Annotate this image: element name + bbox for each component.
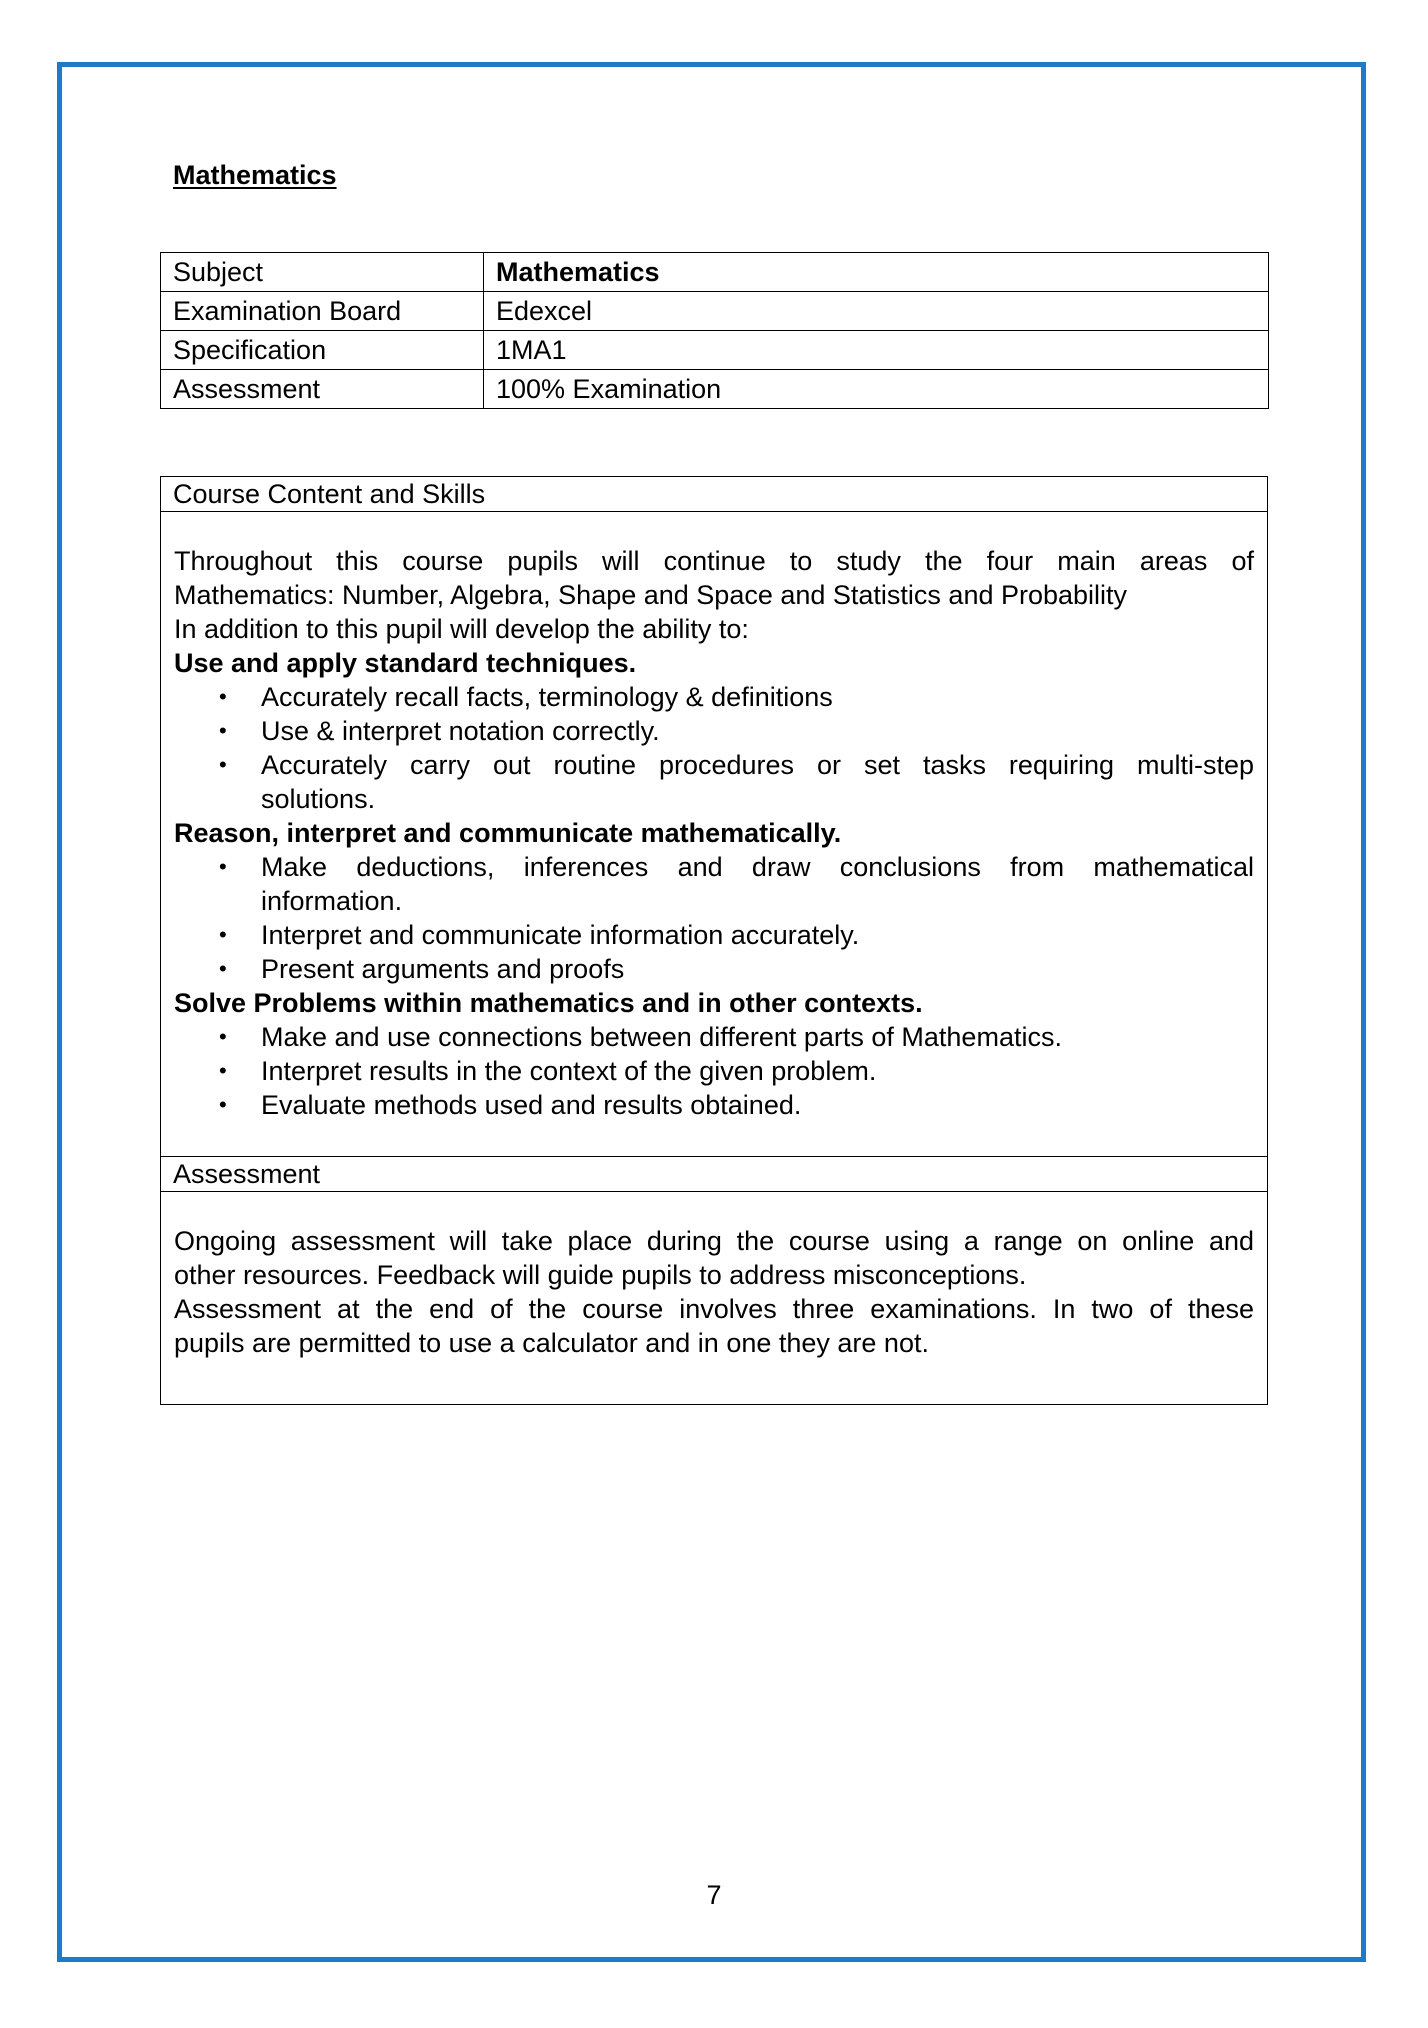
bullet-list xyxy=(174,680,1254,816)
table-row xyxy=(161,292,1269,331)
bullet-icon: • xyxy=(219,1024,227,1049)
list-item xyxy=(174,952,1254,986)
section-heading: Use and apply standard techniques. xyxy=(174,648,637,678)
intro-line: Mathematics: Number, Algebra, Shape and Space and Statistics and Probability xyxy=(174,580,1128,610)
bullet-icon: • xyxy=(219,752,227,777)
list-item-text: Accurately recall facts, terminology & definitions xyxy=(261,682,833,712)
list-item-text: Present arguments and proofs xyxy=(261,954,625,984)
assessment-body xyxy=(161,1192,1267,1404)
subject-info-table xyxy=(160,252,1269,409)
assessment-line: pupils are permitted to use a calculator and in one they are not. xyxy=(174,1328,929,1358)
list-item-text: information. xyxy=(261,886,403,916)
assessment-line: Assessment at the end of the course involves three examinations. In two of these xyxy=(174,1294,1254,1324)
table-row xyxy=(161,253,1269,292)
section-heading: Reason, interpret and communicate mathematically. xyxy=(174,818,842,848)
bullet-list xyxy=(174,1020,1254,1122)
list-item-text: Make and use connections between different parts of Mathematics. xyxy=(261,1022,1062,1052)
list-item-text: Accurately carry out routine procedures or set tasks requiring multi-step xyxy=(261,750,1254,780)
list-item xyxy=(174,680,1254,714)
bullet-icon: • xyxy=(219,922,227,947)
list-item xyxy=(174,1088,1254,1122)
row-value: Edexcel xyxy=(484,292,1269,331)
row-label: Assessment xyxy=(161,370,484,409)
row-label: Subject xyxy=(161,253,484,292)
assessment-line: Ongoing assessment will take place during the course using a range on online and xyxy=(174,1226,1254,1256)
page-number: 7 xyxy=(706,1880,722,1910)
list-item xyxy=(174,850,1254,918)
intro-line: Throughout this course pupils will continue to study the four main areas of xyxy=(174,546,1254,576)
list-item-text: Evaluate methods used and results obtained. xyxy=(261,1090,802,1120)
bullet-icon: • xyxy=(219,718,227,743)
list-item xyxy=(174,918,1254,952)
list-item-text: Use & interpret notation correctly. xyxy=(261,716,660,746)
course-content-body xyxy=(161,512,1267,1156)
bullet-icon: • xyxy=(219,684,227,709)
row-value: 1MA1 xyxy=(484,331,1269,370)
bullet-icon: • xyxy=(219,854,227,879)
bullet-list xyxy=(174,850,1254,986)
bullet-icon: • xyxy=(219,1058,227,1083)
bullet-icon: • xyxy=(219,1092,227,1117)
course-content-header: Course Content and Skills xyxy=(161,477,1267,512)
list-item xyxy=(174,748,1254,816)
list-item-text: Make deductions, inferences and draw conclusions from mathematical xyxy=(261,852,1254,882)
course-content-box xyxy=(160,476,1268,1405)
list-item-text: Interpret results in the context of the given problem. xyxy=(261,1056,877,1086)
row-value: 100% Examination xyxy=(484,370,1269,409)
assessment-line: other resources. Feedback will guide pupils to address misconceptions. xyxy=(174,1260,1027,1290)
list-item-text: Interpret and communicate information accurately. xyxy=(261,920,860,950)
list-item xyxy=(174,1054,1254,1088)
list-item xyxy=(174,1020,1254,1054)
row-label: Examination Board xyxy=(161,292,484,331)
section-heading: Solve Problems within mathematics and in other contexts. xyxy=(174,988,923,1018)
row-value: Mathematics xyxy=(484,253,1269,292)
list-item-text: solutions. xyxy=(261,784,376,814)
table-row xyxy=(161,370,1269,409)
row-label: Specification xyxy=(161,331,484,370)
table-row xyxy=(161,331,1269,370)
page-title: Mathematics xyxy=(173,160,337,190)
bullet-icon: • xyxy=(219,956,227,981)
assessment-header: Assessment xyxy=(161,1156,1267,1192)
list-item xyxy=(174,714,1254,748)
intro-line: In addition to this pupil will develop the ability to: xyxy=(174,614,749,644)
